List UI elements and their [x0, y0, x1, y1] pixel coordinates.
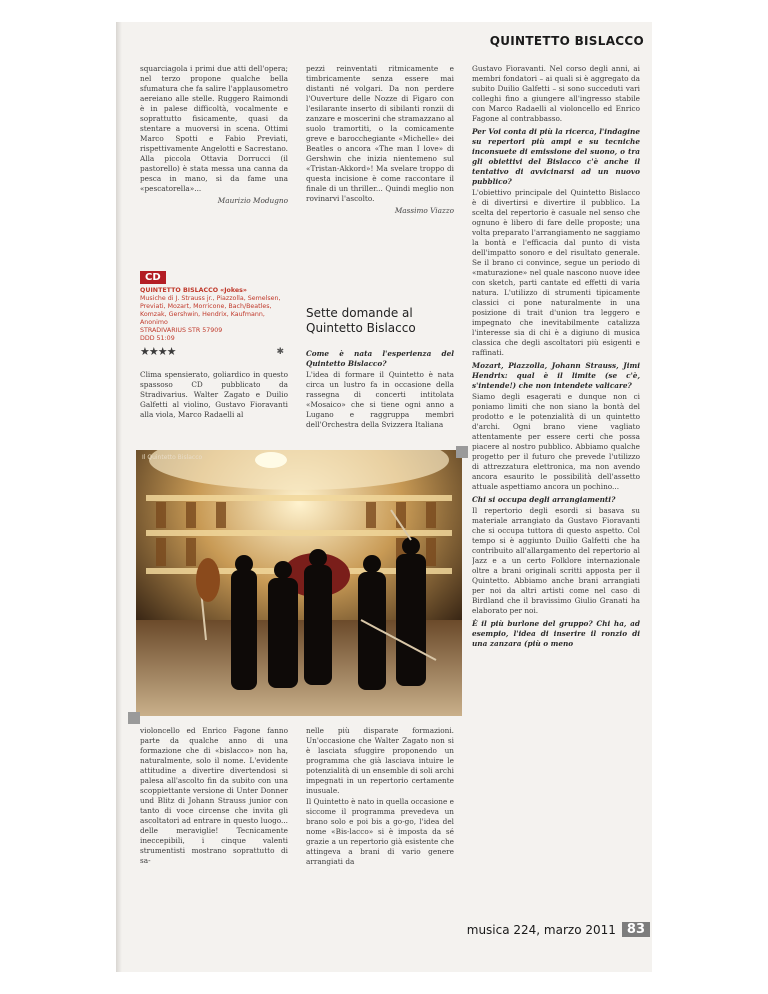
running-head: QUINTETTO BISLACCO	[489, 34, 644, 48]
interview-title: Sette domande al Quintetto Bislacco	[306, 306, 416, 335]
review-text: squarciagola i primi due atti dell'opera; nel terzo propone qualche bella sfumatura che fa salire l'applausometro aereiano alle stelle. Ruggero Raimondi è in palese difficoltà, vocalmente e soprattutto fisicamente, quasi da stentare a muoversi in scena. Ottimi Marco Spotti e Fabio Previati, rispettivamente Angelotti e Sacrestano. Alla piccola Ottavia Dorrucci (il pastorello) è stata messa una canna da pesca in mano, si da fame una «pescatorella»...	[140, 64, 288, 193]
cd-info-box	[140, 265, 288, 358]
asterisk-icon: ✱	[276, 347, 284, 357]
answer: L'obiettivo principale del Quintetto Bislacco è di divertirsi e divertire il pubblico. La scelta del repertorio è casuale nel senso che ognuno è libero di fare delle proposte; una volta preparato l'arrangiamento ne saggiamo la bontà e l'efficacia dal punto di vista dell'impatto sonoro e del risultato generale. Se il brano ci convince, segue un periodo di «maturazione» nel quale nascono nuove idee con sketch, parti cantate ed effetti di varia natura. L'utilizzo di strumenti tipicamente classici ci pone naturalmente in una posizione di trait d'union tra leggero e impegnato che inevitabilmente catalizza l'interesse sia di chi è a digiuno di musica classica che degli ascoltatori più esigenti e raffinati.	[472, 188, 640, 357]
cd-credits: Musiche di J. Strauss jr., Piazzolla, Semelsen, Previati, Mozart, Morricone, Bach/Beatles, Komzak, Gershwin, Hendrix, Kaufmann, Anonimo	[140, 295, 281, 326]
corner-marker	[128, 712, 140, 724]
question: È il più burlone del gruppo? Chi ha, ad esempio, l'idea di inserire il ronzio di una zanzara (più o meno	[472, 619, 640, 648]
cd-tag: CD	[140, 271, 166, 284]
ensemble-photo	[136, 450, 462, 716]
answer: Il repertorio degli esordi si basava su materiale arrangiato da Gustavo Fioravanti che si occupa tuttora di questo aspetto. Col tempo si è aggiunto Duilio Galfetti che ha contribuito all'allargamento del repertorio al Jazz e a un certo Folklore internazionale oltre a brani originali scritti apposta per il Quintetto. Abbiamo anche brani arrangiati per noi da altri artisti come nel caso di Birdland che il bravissimo Giulio Granati ha elaborato per noi.	[472, 506, 640, 615]
column-2-middle	[306, 346, 454, 431]
review-text: violoncello ed Enrico Fagone fanno parte da qualche anno di una formazione che di «bislacco» non ha, naturalmente, solo il nome. L'evidente attitudine a divertire divertendosi si palesa all'ascolto fin da subito con una scoppiettante versione di Unter Donner und Blitz di Johann Strauss junior con tanto di voce circense che invita gli ascoltatori ad entrare in questo luogo... delle meraviglie! Tecnicamente ineccepibili, i cinque valenti strumentisti mostrano soprattutto di sa-	[140, 726, 288, 865]
cd-artist: QUINTETTO BISLACCO	[140, 287, 219, 294]
column-1-top	[140, 64, 288, 206]
answer: nelle più disparate formazioni. Un'occasione che Walter Zagato non si è lasciata sfuggire proponendo un programma che già lasciava intuire le potenzialità di un ensemble di soli archi impegnati in un repertorio certamente inusuale.	[306, 726, 454, 795]
answer: Il Quintetto è nato in quella occasione e siccome il programma prevedeva un brano solo e poi bis a go-go, l'idea del nome «Bis-lacco» si è imposta da sé grazie a un repertorio già esistente che attingeva a brani di vario genere arrangiati da	[306, 797, 454, 866]
answer: L'idea di formare il Quintetto è nata circa un lustro fa in occasione della rassegna di concerti intitolata «Mosaico» che si tiene ogni anno a Lugano e raggruppa membri dell'Orchestra della Svizzera Italiana	[306, 370, 454, 429]
cd-album: «Jokes»	[220, 287, 247, 294]
column-2-bottom	[306, 726, 454, 868]
column-1-middle	[140, 370, 288, 421]
corner-marker	[456, 446, 468, 458]
column-3	[472, 64, 640, 650]
cd-details	[140, 287, 288, 343]
question: Chi si occupa degli arrangiamenti?	[472, 495, 616, 504]
cd-duration: DDD 51:09	[140, 335, 175, 342]
author-signature: Massimo Viazzo	[394, 206, 454, 215]
photo-caption: Il Quintetto Bislacco	[142, 454, 203, 461]
issue-info: musica 224, marzo 2011	[466, 922, 616, 937]
cd-label: STRADIVARIUS STR 57909	[140, 327, 223, 334]
column-1-bottom	[140, 726, 288, 867]
question: Come è nata l'esperienza del Quintetto Bislacco?	[306, 349, 454, 368]
question: Per Voi conta di più la ricerca, l'indagine su repertori più ampi e su tecniche inconsuete di emissione del suono, o tra gli obiettivi del Bislacco c'è anche il tentativo di avvicinarsi ad un nuovo pubblico?	[472, 127, 640, 186]
answer: Gustavo Fioravanti. Nel corso degli anni, ai membri fondatori – ai quali si è aggregato da subito Duilio Galfetti – si sono succeduti vari colleghi fino a giungere all'ingresso stabile con Marco Radaelli al violoncello ed Enrico Fagone al contrabbasso.	[472, 64, 640, 123]
page-fold-shadow	[116, 22, 122, 972]
question: Mozart, Piazzolla, Johann Strauss, Jimi Hendrix: qual è il limite (se c'è, s'intende!) che non intendete valicare?	[472, 361, 640, 390]
page-footer	[467, 922, 650, 937]
author-signature: Maurizio Modugno	[217, 196, 288, 205]
review-text: Clima spensierato, goliardico in questo spassoso CD pubblicato da Stradivarius. Walter Zagato e Duilio Galfetti al violino, Gustavo Fioravanti alla viola, Marco Radaelli al	[140, 370, 288, 419]
review-text: pezzi reinventati ritmicamente e timbricamente senza essere mai distanti né volgari. Da non perdere l'Ouverture delle Nozze di Figaro con l'esilarante inserto di sibilanti ronzii di zanzare e moscerini che stramazzano al suolo tramortiti, o la comicamente greve e barocchegiante «Michelle» dei Beatles o ancora «The man I love» di Gershwin che inizia nientemeno sul «Tristan-Akkord»! Ma svelare troppo di questa incisione è come raccontare il finale di un thriller... Quindi meglio non rovinarvi l'ascolto.	[306, 64, 454, 203]
column-2-top	[306, 64, 454, 216]
answer: Siamo degli esagerati e dunque non ci poniamo limiti che non siano la bontà del prodotto e le potenzialità di un quintetto d'archi. Ogni brano viene vagliato attentamente per essere certi che possa piacere al nostro pubblico. Abbiamo qualche progetto per il futuro che prevede l'utilizzo di attrezzatura elettronica, ma non avendo ancora esaurito le possibilità dell'assetto attuale aspettiamo ancora un pochino...	[472, 392, 640, 491]
rating-stars: ★★★★	[140, 345, 176, 358]
page-number: 83	[622, 922, 650, 937]
theater-illustration	[136, 450, 462, 716]
